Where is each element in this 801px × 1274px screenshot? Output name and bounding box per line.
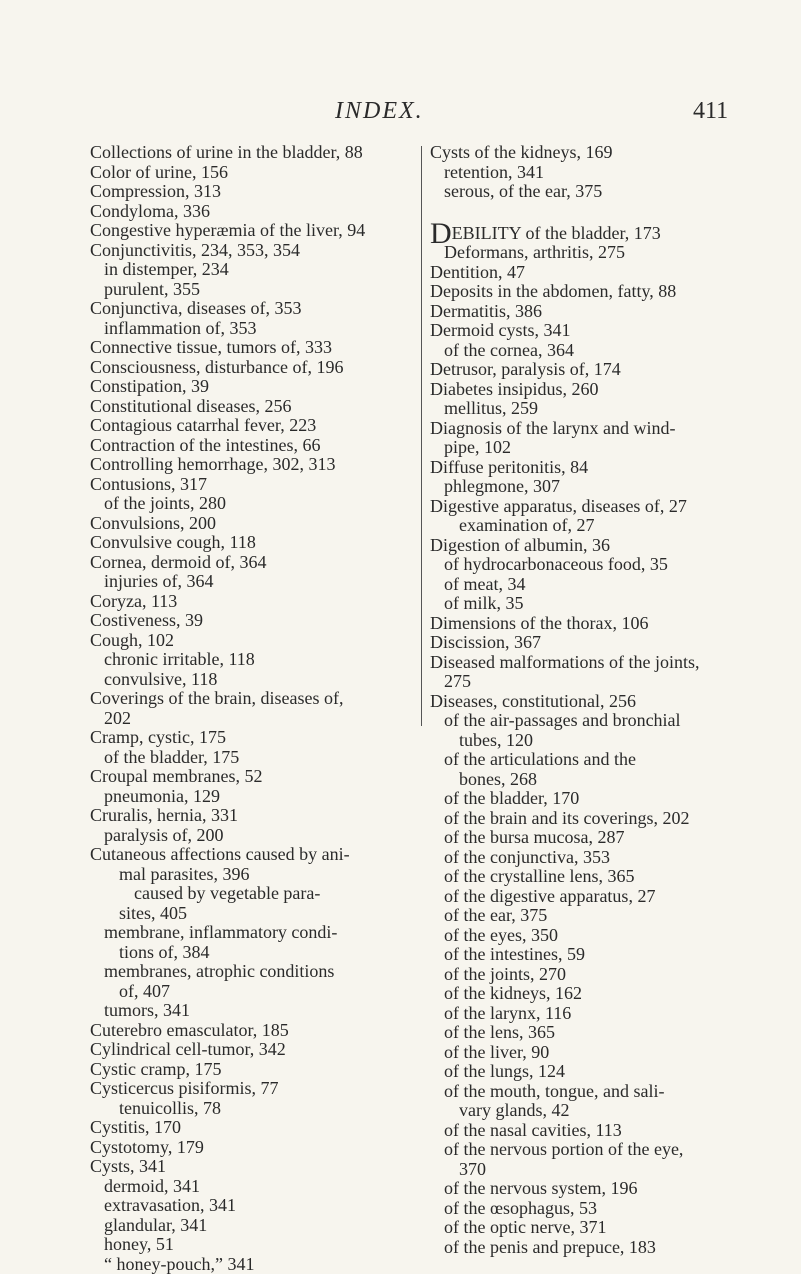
index-entry: inflammation of, 353	[90, 319, 412, 339]
index-entry: “ honey-pouch,” 341	[90, 1255, 412, 1274]
index-entry: examination of, 27	[430, 516, 755, 536]
index-entry: bones, 268	[430, 770, 755, 790]
index-column-left	[90, 143, 412, 1274]
index-entry: Connective tissue, tumors of, 333	[90, 338, 412, 358]
index-entry: Conjunctivitis, 234, 353, 354	[90, 241, 412, 261]
index-entry: Contagious catarrhal fever, 223	[90, 416, 412, 436]
index-entry: caused by vegetable para-	[90, 884, 412, 904]
index-entry: Cysticercus pisiformis, 77	[90, 1079, 412, 1099]
index-entry: of the conjunctiva, 353	[430, 848, 755, 868]
index-entry: membrane, inflammatory condi-	[90, 923, 412, 943]
index-entry: Convulsive cough, 118	[90, 533, 412, 553]
index-entry: of the eyes, 350	[430, 926, 755, 946]
page-header	[0, 98, 801, 130]
index-entry: Dentition, 47	[430, 263, 755, 283]
index-entry: of the kidneys, 162	[430, 984, 755, 1004]
index-entry: tumors, 341	[90, 1001, 412, 1021]
drop-cap-letter: D	[430, 217, 452, 250]
index-entry: Color of urine, 156	[90, 163, 412, 183]
index-entry: Cystic cramp, 175	[90, 1060, 412, 1080]
drop-cap-rest: EBILITY of the bladder, 173	[452, 223, 661, 243]
index-entry: tenuicollis, 78	[90, 1099, 412, 1119]
index-entry: dermoid, 341	[90, 1177, 412, 1197]
index-entry: of the bladder, 175	[90, 748, 412, 768]
index-entry: Cramp, cystic, 175	[90, 728, 412, 748]
index-entry: Diabetes insipidus, 260	[430, 380, 755, 400]
index-entry: Dimensions of the thorax, 106	[430, 614, 755, 634]
index-entry: Cutaneous affections caused by ani-	[90, 845, 412, 865]
index-entry: Coverings of the brain, diseases of,	[90, 689, 412, 709]
index-entry: of the bursa mucosa, 287	[430, 828, 755, 848]
index-entry: of the joints, 270	[430, 965, 755, 985]
index-entry: Cylindrical cell-tumor, 342	[90, 1040, 412, 1060]
index-entry: Cuterebro emasculator, 185	[90, 1021, 412, 1041]
index-entry: of the ear, 375	[430, 906, 755, 926]
index-entry: extravasation, 341	[90, 1196, 412, 1216]
index-entry: of the air-passages and bronchial	[430, 711, 755, 731]
index-entry: glandular, 341	[90, 1216, 412, 1236]
index-entry-dropcap	[430, 224, 755, 244]
index-entry: Cough, 102	[90, 631, 412, 651]
index-entry: convulsive, 118	[90, 670, 412, 690]
index-entry: of the nervous portion of the eye,	[430, 1140, 755, 1160]
index-entry: Consciousness, disturbance of, 196	[90, 358, 412, 378]
index-entry: phlegmone, 307	[430, 477, 755, 497]
index-entry: Deposits in the abdomen, fatty, 88	[430, 282, 755, 302]
index-entry: of the œsophagus, 53	[430, 1199, 755, 1219]
index-entry: of the optic nerve, 371	[430, 1218, 755, 1238]
index-entry: of milk, 35	[430, 594, 755, 614]
index-entry: injuries of, 364	[90, 572, 412, 592]
index-entry: Controlling hemorrhage, 302, 313	[90, 455, 412, 475]
index-entry: Deformans, arthritis, 275	[430, 243, 755, 263]
index-entry: Detrusor, paralysis of, 174	[430, 360, 755, 380]
index-entry: 370	[430, 1160, 755, 1180]
index-entry: Cystotomy, 179	[90, 1138, 412, 1158]
index-entry: tions of, 384	[90, 943, 412, 963]
index-entry: retention, 341	[430, 163, 755, 183]
index-entry: Constipation, 39	[90, 377, 412, 397]
index-entry: Coryza, 113	[90, 592, 412, 612]
index-entry: pneumonia, 129	[90, 787, 412, 807]
index-entry: of the bladder, 170	[430, 789, 755, 809]
index-entry: Convulsions, 200	[90, 514, 412, 534]
index-entry: Diagnosis of the larynx and wind-	[430, 419, 755, 439]
index-entry: of the liver, 90	[430, 1043, 755, 1063]
index-entry: Digestion of albumin, 36	[430, 536, 755, 556]
index-entry: Cystitis, 170	[90, 1118, 412, 1138]
index-entry: serous, of the ear, 375	[430, 182, 755, 202]
index-entry: Congestive hyperæmia of the liver, 94	[90, 221, 412, 241]
index-entry: of the intestines, 59	[430, 945, 755, 965]
index-entry: of the mouth, tongue, and sali-	[430, 1082, 755, 1102]
index-entry: 275	[430, 672, 755, 692]
index-entry: sites, 405	[90, 904, 412, 924]
index-entry: Dermoid cysts, 341	[430, 321, 755, 341]
page-number: 411	[693, 98, 728, 125]
index-entry: of, 407	[90, 982, 412, 1002]
index-entry: of the digestive apparatus, 27	[430, 887, 755, 907]
index-entry: Cysts, 341	[90, 1157, 412, 1177]
section-gap	[430, 202, 755, 224]
index-entry: 202	[90, 709, 412, 729]
index-entry: Conjunctiva, diseases of, 353	[90, 299, 412, 319]
index-entry: vary glands, 42	[430, 1101, 755, 1121]
index-column-right	[430, 143, 755, 1257]
index-entry: Condyloma, 336	[90, 202, 412, 222]
index-entry: Collections of urine in the bladder, 88	[90, 143, 412, 163]
index-entry: Diffuse peritonitis, 84	[430, 458, 755, 478]
index-entry: mellitus, 259	[430, 399, 755, 419]
index-entry: Cysts of the kidneys, 169	[430, 143, 755, 163]
index-entry: paralysis of, 200	[90, 826, 412, 846]
index-entry: of the penis and prepuce, 183	[430, 1238, 755, 1258]
index-entry: of the brain and its coverings, 202	[430, 809, 755, 829]
index-entry: Discission, 367	[430, 633, 755, 653]
index-entry: honey, 51	[90, 1235, 412, 1255]
index-entry: Compression, 313	[90, 182, 412, 202]
index-entry: of the lens, 365	[430, 1023, 755, 1043]
page-title: INDEX.	[335, 98, 424, 125]
index-entry: of the nervous system, 196	[430, 1179, 755, 1199]
index-entry: chronic irritable, 118	[90, 650, 412, 670]
index-entry: purulent, 355	[90, 280, 412, 300]
index-entry: Contraction of the intestines, 66	[90, 436, 412, 456]
index-entry: of the larynx, 116	[430, 1004, 755, 1024]
index-entry: mal parasites, 396	[90, 865, 412, 885]
index-entry: Contusions, 317	[90, 475, 412, 495]
index-entry: of the joints, 280	[90, 494, 412, 514]
index-entry: of the nasal cavities, 113	[430, 1121, 755, 1141]
index-entry: tubes, 120	[430, 731, 755, 751]
index-entry: of the crystalline lens, 365	[430, 867, 755, 887]
index-entry: Dermatitis, 386	[430, 302, 755, 322]
index-entry: Cruralis, hernia, 331	[90, 806, 412, 826]
index-entry: Croupal membranes, 52	[90, 767, 412, 787]
index-entry: of meat, 34	[430, 575, 755, 595]
index-entry: Diseased malformations of the joints,	[430, 653, 755, 673]
index-entry: Constitutional diseases, 256	[90, 397, 412, 417]
index-entry: Cornea, dermoid of, 364	[90, 553, 412, 573]
index-entry: of the cornea, 364	[430, 341, 755, 361]
index-entry: in distemper, 234	[90, 260, 412, 280]
index-entry: membranes, atrophic conditions	[90, 962, 412, 982]
index-entry: of hydrocarbonaceous food, 35	[430, 555, 755, 575]
index-entry: Costiveness, 39	[90, 611, 412, 631]
index-entry: of the articulations and the	[430, 750, 755, 770]
column-divider	[421, 146, 422, 726]
index-entry: Digestive apparatus, diseases of, 27	[430, 497, 755, 517]
index-entry: of the lungs, 124	[430, 1062, 755, 1082]
index-entry: pipe, 102	[430, 438, 755, 458]
index-entry: Diseases, constitutional, 256	[430, 692, 755, 712]
